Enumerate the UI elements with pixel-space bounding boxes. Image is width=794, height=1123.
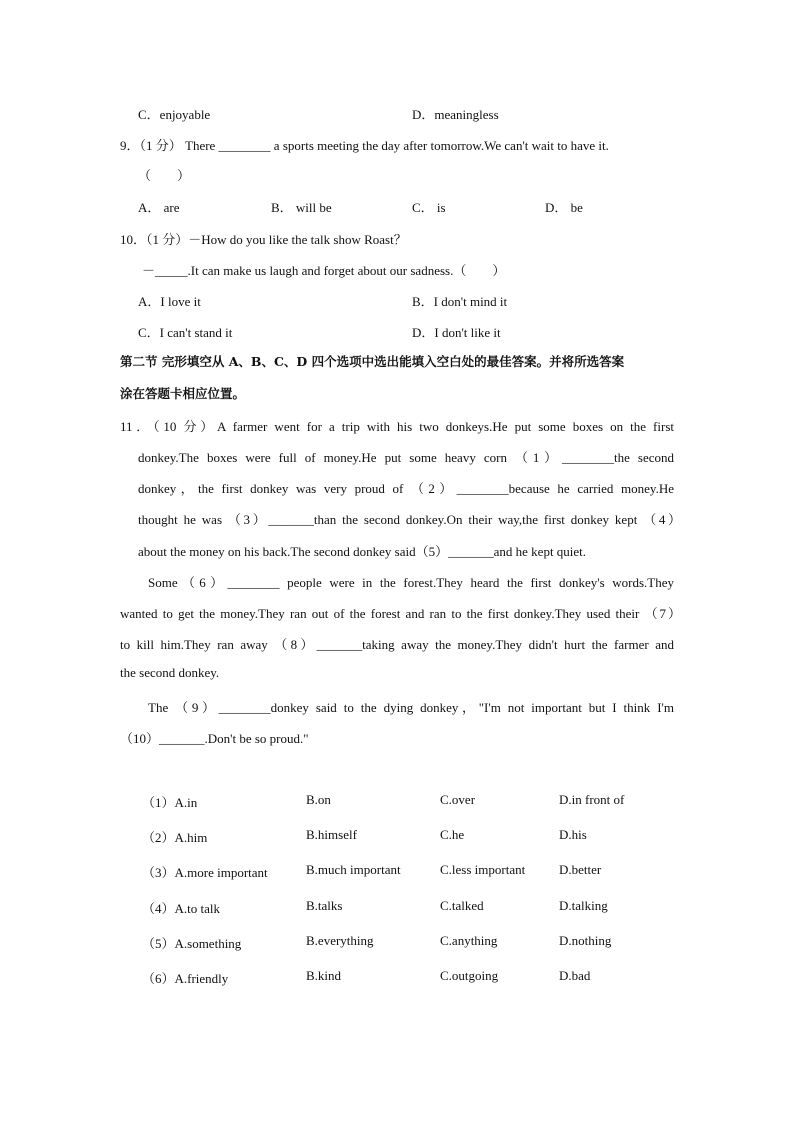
passage-line-2: donkey.The boxes were full of money.He put some heavy corn （1）________the second (138, 450, 674, 465)
passage-line-5: about the money on his back.The second donkey said（5）_______and he kept quiet. (138, 544, 587, 559)
option-3-d: D.better (559, 862, 602, 877)
option-5-a: （5）A.something (142, 936, 242, 951)
q10-reply: －_____.It can make us laugh and forget about our sadness.（ ） (142, 263, 506, 278)
q10-option-c: C．I can't stand it (138, 325, 233, 340)
option-3-c: C.less important (440, 862, 526, 877)
option-6-b: B.kind (306, 968, 342, 983)
option-5-b: B.everything (306, 933, 374, 948)
option-4-d: D.talking (559, 898, 608, 913)
q10-option-b: B．I don't mind it (412, 294, 508, 309)
q9-stem: 9．（1 分） There ________ a sports meeting the day after tomorrow.We can't wait to have it. (120, 138, 609, 153)
option-3-a: （3）A.more important (142, 865, 268, 880)
section-instruction-line1: 第二节 完形填空从 A、B、C、D 四个选项中选出能填入空白处的最佳答案。并将所选答案 (120, 354, 625, 369)
option-2-c: C.he (440, 827, 465, 842)
option-2-b: B.himself (306, 827, 357, 842)
option-4-b: B.talks (306, 898, 343, 913)
q9-option-b: B． will be (271, 200, 332, 215)
option-1-b: B.on (306, 792, 331, 807)
passage-line-7: wanted to get the money.They ran out of the forest and ran to the first donkey.They used their （7） (120, 606, 681, 621)
option-5-c: C.anything (440, 933, 498, 948)
passage-line-10: The （9）________donkey said to the dying donkey，"I'm not important but I think I'm (148, 700, 674, 715)
q10-stem: 10．（1 分）－How do you like the talk show Roast？ (120, 232, 407, 247)
q9-paren: （ ） (138, 168, 191, 183)
section-instruction-line2: 涂在答题卡相应位置。 (120, 386, 246, 401)
passage-line-8: to kill him.They ran away （8）_______taking away the money.They didn't hurt the farmer and (120, 637, 674, 652)
q8-option-c: C．enjoyable (138, 107, 211, 122)
passage-line-4: thought he was （3）_______than the second donkey.On their way,the first donkey kept （4） (138, 512, 681, 527)
option-4-a: （4）A.to talk (142, 901, 220, 916)
option-1-a: （1）A.in (142, 795, 198, 810)
q9-option-c: C． is (412, 200, 446, 215)
q10-option-a: A．I love it (138, 294, 201, 309)
passage-line-1: 11．（10 分）A farmer went for a trip with his two donkeys.He put some boxes on the first (120, 419, 674, 434)
passage-line-6: Some（6）________ people were in the forest.They heard the first donkey's words.They (148, 575, 674, 590)
option-4-c: C.talked (440, 898, 484, 913)
option-1-c: C.over (440, 792, 476, 807)
option-6-d: D.bad (559, 968, 591, 983)
q8-option-d: D．meaningless (412, 107, 499, 122)
passage-line-3: donkey，the first donkey was very proud of （2）________because he carried money.He (138, 481, 674, 496)
option-1-d: D.in front of (559, 792, 625, 807)
q9-option-d: D． be (545, 200, 583, 215)
passage-line-9: the second donkey. (120, 665, 220, 680)
q10-option-d: D．I don't like it (412, 325, 501, 340)
passage-line-11: （10）_______.Don't be so proud." (120, 731, 309, 746)
option-5-d: D.nothing (559, 933, 612, 948)
option-2-d: D.his (559, 827, 587, 842)
option-6-c: C.outgoing (440, 968, 499, 983)
option-6-a: （6）A.friendly (142, 971, 229, 986)
option-2-a: （2）A.him (142, 830, 208, 845)
q9-option-a: A． are (138, 200, 180, 215)
option-3-b: B.much important (306, 862, 401, 877)
